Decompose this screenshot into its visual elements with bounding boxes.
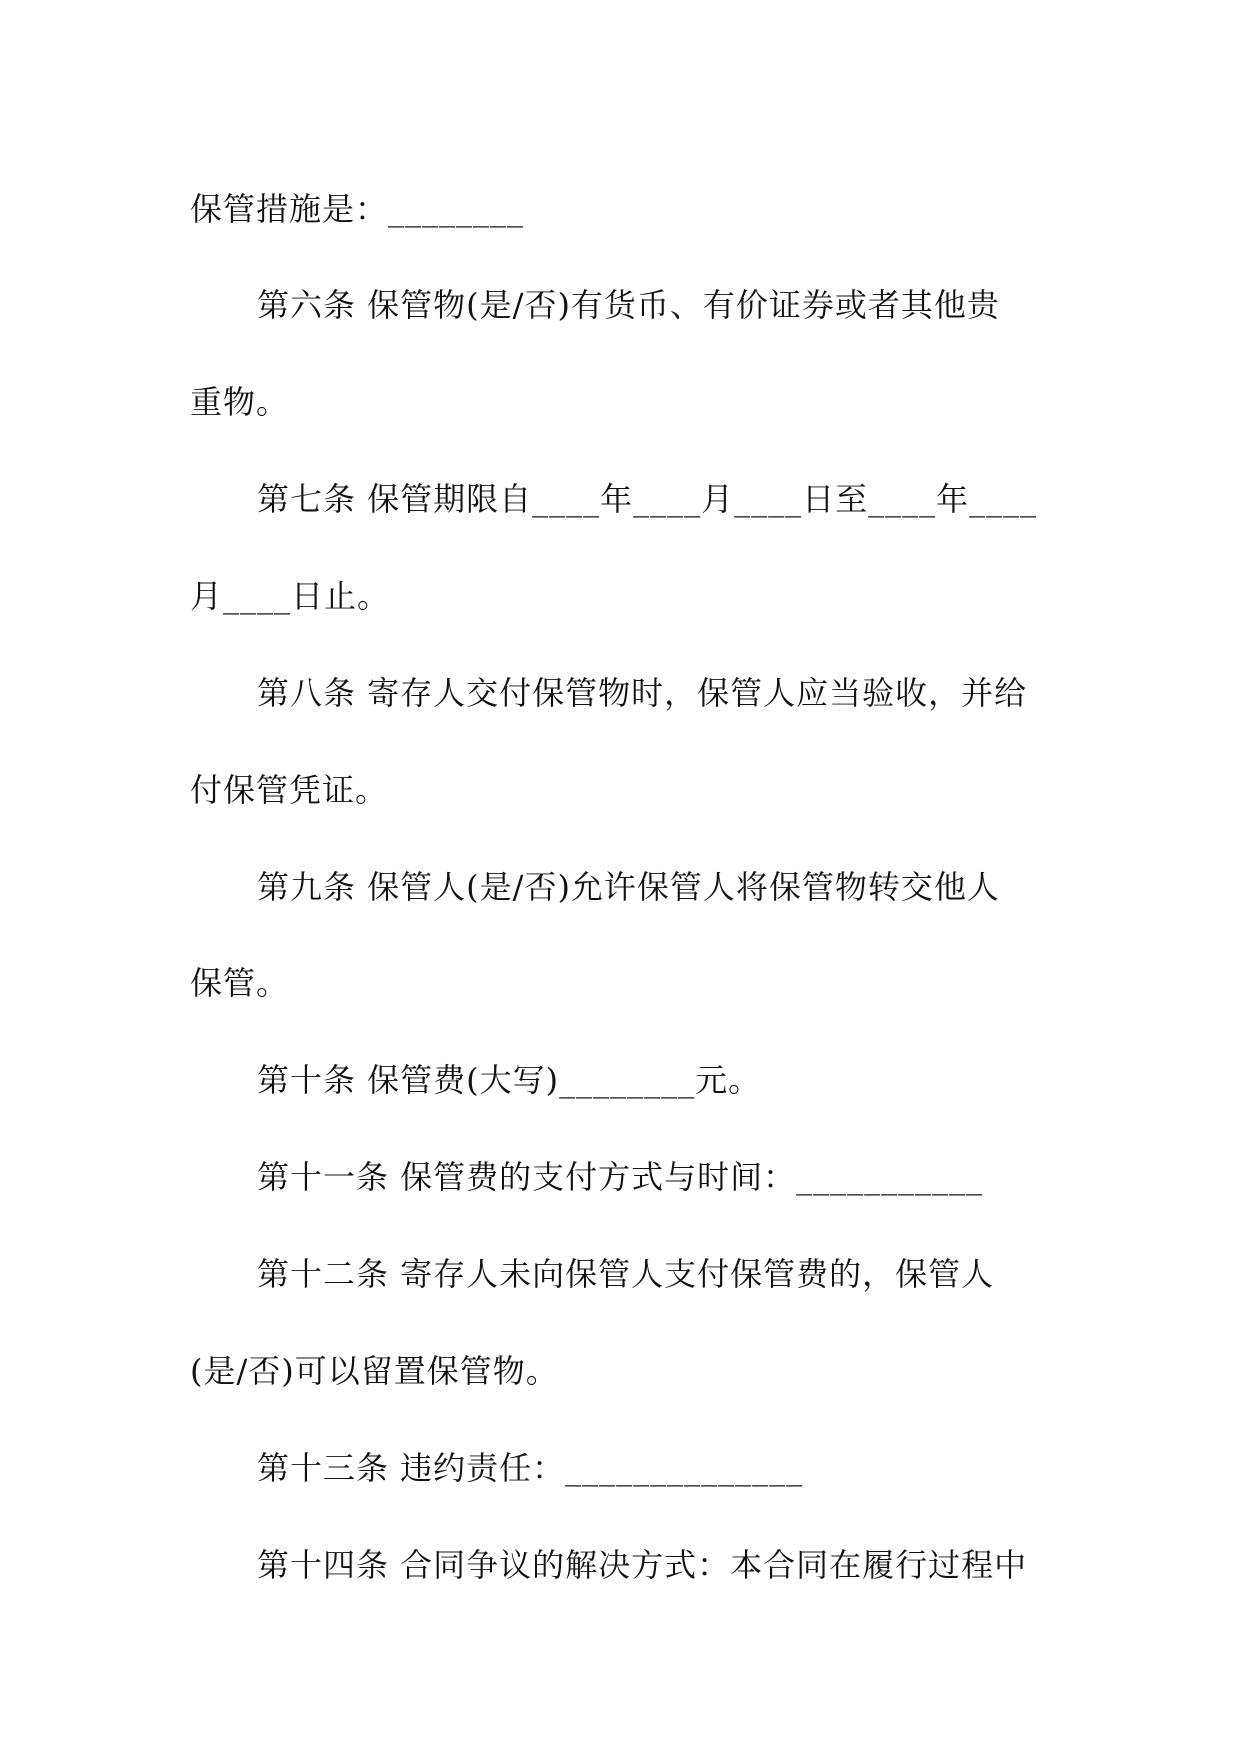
text-line-article-9-cont: 保管。: [190, 964, 290, 1002]
text-line-article-7-cont: 月____日止。: [190, 577, 391, 615]
text-line-article-13: 第十三条 违约责任：______________: [257, 1449, 804, 1487]
text-line-article-11: 第十一条 保管费的支付方式与时间：___________: [257, 1158, 984, 1196]
text-line-article-6: 第六条 保管物(是/否)有货币、有价证券或者其他贵: [257, 286, 1000, 324]
text-line-article-12: 第十二条 寄存人未向保管人支付保管费的，保管人: [257, 1255, 995, 1293]
text-line-article-6-cont: 重物。: [190, 383, 290, 421]
text-line-article-9: 第九条 保管人(是/否)允许保管人将保管物转交他人: [257, 868, 1000, 906]
text-line-measures: 保管措施是：________: [190, 190, 525, 228]
text-line-article-12-cont: (是/否)可以留置保管物。: [190, 1352, 559, 1390]
text-line-article-8-cont: 付保管凭证。: [190, 771, 389, 809]
text-line-article-10: 第十条 保管费(大写)________元。: [257, 1061, 762, 1099]
text-line-article-8: 第八条 寄存人交付保管物时，保管人应当验收，并给: [257, 674, 1028, 712]
text-line-article-14: 第十四条 合同争议的解决方式：本合同在履行过程中: [257, 1546, 1028, 1584]
text-line-article-7: 第七条 保管期限自____年____月____日至____年____: [257, 480, 1038, 518]
